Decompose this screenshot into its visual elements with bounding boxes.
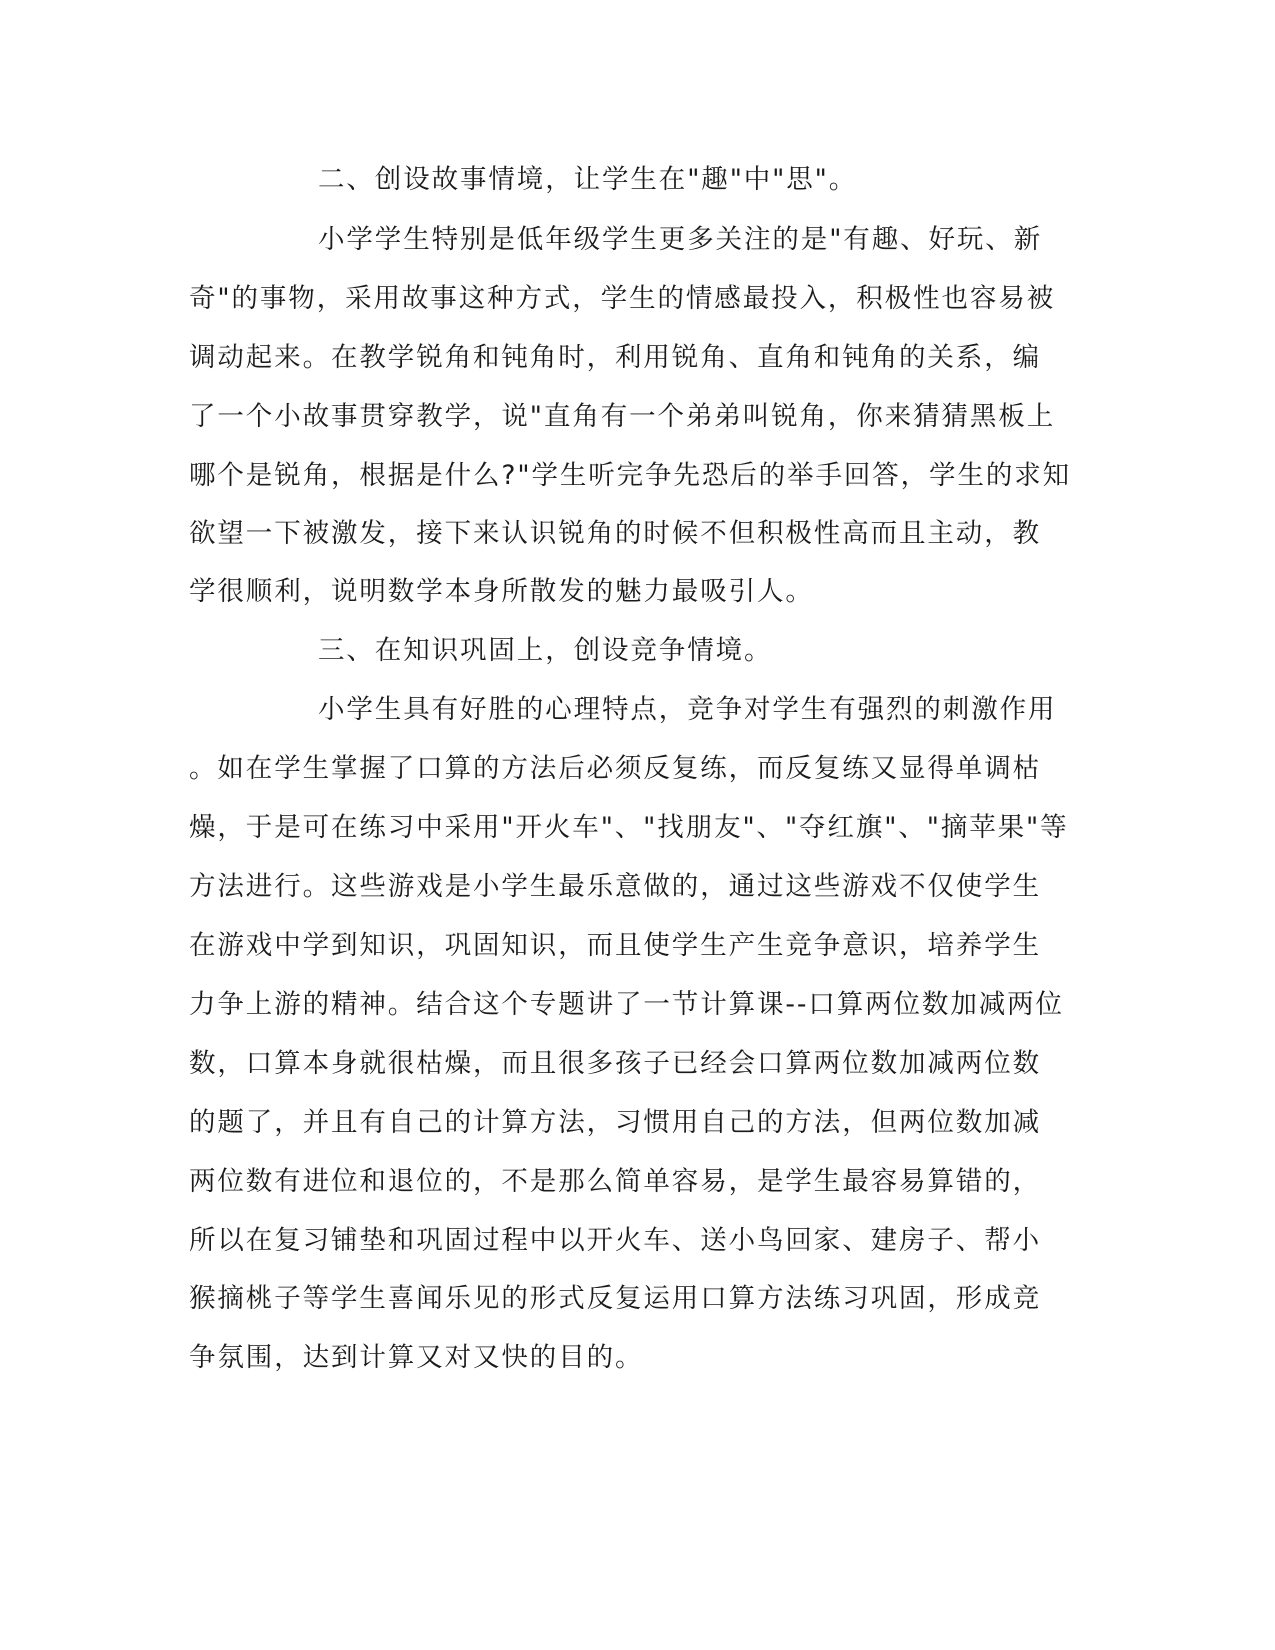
section-heading-2: 二、创设故事情境，让学生在"趣"中"思"。 [318,164,858,195]
paragraph-line: 猴摘桃子等学生喜闻乐见的形式反复运用口算方法练习巩固，形成竞 [189,1283,1041,1314]
paragraph-line: 小学学生特别是低年级学生更多关注的是"有趣、好玩、新 [318,224,1043,255]
paragraph-line: 在游戏中学到知识，巩固知识，而且使学生产生竞争意识，培养学生 [189,930,1041,961]
paragraph-line: 燥，于是可在练习中采用"开火车"、"找朋友"、"夺红旗"、"摘苹果"等 [189,812,1069,843]
paragraph-line: 学很顺利，说明数学本身所散发的魅力最吸引人。 [189,576,814,607]
paragraph-line: 力争上游的精神。结合这个专题讲了一节计算课--口算两位数加减两位 [189,989,1064,1020]
paragraph-line: 的题了，并且有自己的计算方法，习惯用自己的方法，但两位数加减 [189,1107,1041,1138]
paragraph-line: 调动起来。在教学锐角和钝角时，利用锐角、直角和钝角的关系，编 [189,342,1041,373]
paragraph-line: 欲望一下被激发，接下来认识锐角的时候不但积极性高而且主动，教 [189,518,1041,549]
paragraph-line: 所以在复习铺垫和巩固过程中以开火车、送小鸟回家、建房子、帮小 [189,1225,1041,1256]
paragraph-line: 方法进行。这些游戏是小学生最乐意做的，通过这些游戏不仅使学生 [189,871,1041,902]
paragraph-line: 哪个是锐角，根据是什么?"学生听完争先恐后的举手回答，学生的求知 [189,460,1072,491]
paragraph-line: 争氛围，达到计算又对又快的目的。 [189,1342,644,1373]
paragraph-line: 了一个小故事贯穿教学，说"直角有一个弟弟叫锐角，你来猜猜黑板上 [189,401,1056,432]
paragraph-line: 奇"的事物，采用故事这种方式，学生的情感最投入，积极性也容易被 [189,283,1056,314]
paragraph-line: 两位数有进位和退位的，不是那么简单容易，是学生最容易算错的， [189,1166,1041,1197]
paragraph-line: 数，口算本身就很枯燥，而且很多孩子已经会口算两位数加减两位数 [189,1048,1041,1079]
paragraph-line: 小学生具有好胜的心理特点，竞争对学生有强烈的刺激作用 [318,694,1057,725]
paragraph-line: 。如在学生掌握了口算的方法后必须反复练，而反复练又显得单调枯 [189,753,1041,784]
section-heading-3: 三、在知识巩固上，创设竞争情境。 [318,635,773,666]
